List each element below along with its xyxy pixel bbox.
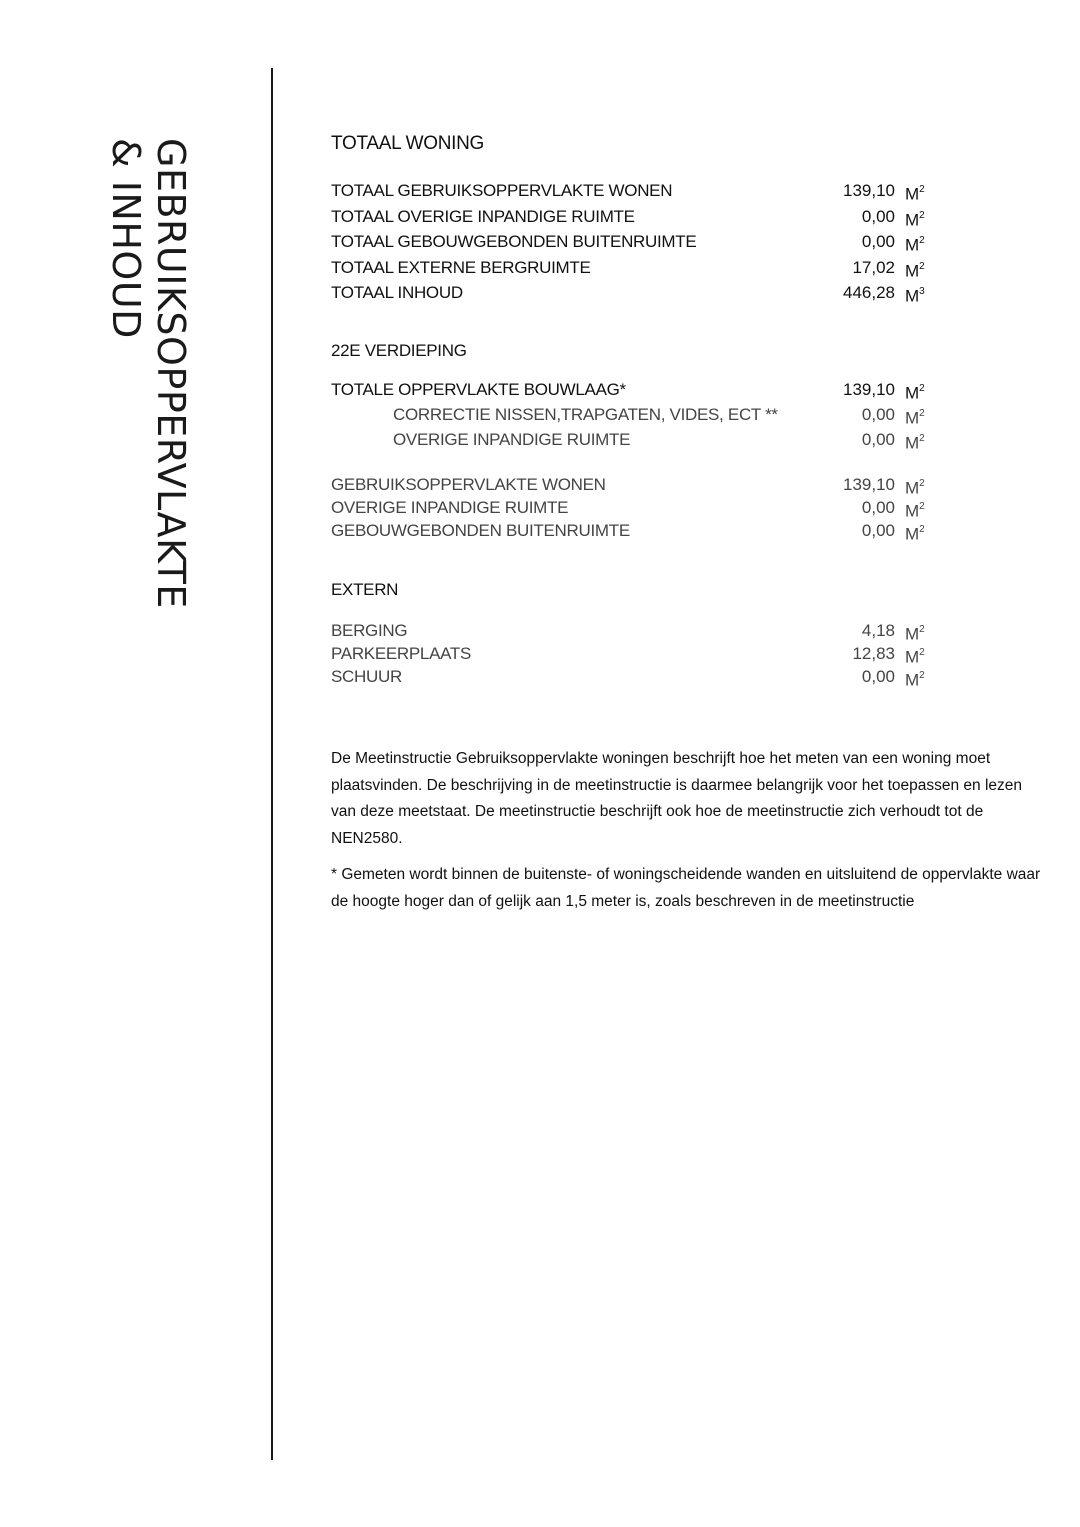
row-value: 17,02 <box>852 258 895 277</box>
table-row <box>331 205 931 229</box>
row-unit: $M^2$ <box>905 408 925 428</box>
row-unit: $M^2$ <box>905 235 925 255</box>
table-row <box>331 281 931 305</box>
page-title-line-2: & INHOUD <box>104 138 148 339</box>
table-row <box>331 403 931 427</box>
section-title-extern: EXTERN <box>331 580 399 599</box>
table-row <box>331 230 931 254</box>
row-unit: $M^2$ <box>905 524 925 544</box>
row-value: 0,00 <box>861 521 895 540</box>
row-unit: $M^2$ <box>905 210 925 230</box>
row-unit: $M^2$ <box>905 647 925 667</box>
row-label: CORRECTIE NISSEN,TRAPGATEN, VIDES, ECT ** <box>393 405 778 424</box>
row-value: 139,10 <box>843 475 895 494</box>
section-title-totaal-woning: TOTAAL WONING <box>331 133 485 154</box>
page-title-line-1: GEBRUIKSOPPERVLAKTE <box>149 138 193 609</box>
row-label: SCHUUR <box>331 667 402 686</box>
row-unit: $M^2$ <box>905 670 925 690</box>
table-row <box>331 473 931 497</box>
table-row <box>331 642 931 666</box>
row-label: TOTAAL EXTERNE BERGRUIMTE <box>331 258 591 277</box>
table-row <box>331 619 931 643</box>
table-row <box>331 428 931 452</box>
table-row <box>331 179 931 203</box>
row-label: TOTAAL GEBOUWGEBONDEN BUITENRUIMTE <box>331 232 697 251</box>
row-unit: $M^2$ <box>905 433 925 453</box>
row-value: 0,00 <box>861 232 895 251</box>
section-title-verdieping: 22E VERDIEPING <box>331 341 467 360</box>
row-unit: $M^3$ <box>905 286 925 306</box>
row-label: OVERIGE INPANDIGE RUIMTE <box>393 430 631 449</box>
row-unit: $M^2$ <box>905 261 925 281</box>
row-unit: $M^2$ <box>905 501 925 521</box>
row-value: 4,18 <box>861 621 895 640</box>
table-row <box>331 378 931 402</box>
row-value: 139,10 <box>843 181 895 200</box>
row-value: 0,00 <box>861 405 895 424</box>
row-label: GEBOUWGEBONDEN BUITENRUIMTE <box>331 521 630 540</box>
row-label: OVERIGE INPANDIGE RUIMTE <box>331 498 569 517</box>
row-unit: $M^2$ <box>905 184 925 204</box>
row-value: 446,28 <box>843 283 895 302</box>
row-unit: $M^2$ <box>905 383 925 403</box>
row-label: TOTAAL INHOUD <box>331 283 463 302</box>
row-label: TOTALE OPPERVLAKTE BOUWLAAG* <box>331 380 626 399</box>
page-title <box>93 138 193 678</box>
row-value: 0,00 <box>861 430 895 449</box>
row-unit: $M^2$ <box>905 624 925 644</box>
row-label: TOTAAL GEBRUIKSOPPERVLAKTE WONEN <box>331 181 673 200</box>
row-value: 12,83 <box>852 644 895 663</box>
row-value: 0,00 <box>861 498 895 517</box>
row-label: GEBRUIKSOPPERVLAKTE WONEN <box>331 475 606 494</box>
row-unit: $M^2$ <box>905 478 925 498</box>
row-label: PARKEERPLAATS <box>331 644 472 663</box>
vertical-divider <box>271 68 273 1460</box>
table-row <box>331 256 931 280</box>
row-value: 0,00 <box>861 207 895 226</box>
note-paragraph-meetinstructie: De Meetinstructie Gebruiksoppervlakte woningen beschrijft hoe het meten van een woning moet plaatsvinden. De beschrijving in de meetinstructie is daarmee belangrijk voor het toepassen en lezen van deze meetstaat. De meetinstructie beschrijft ook hoe de meetinstructie zich verhoudt tot de NEN2580. <box>331 750 1023 847</box>
table-row <box>331 519 931 543</box>
note-paragraph-footnote: * Gemeten wordt binnen de buitenste- of woningscheidende wanden en uitsluitend de oppervlakte waar de hoogte hoger dan of gelijk aan 1,5 meter is, zoals beschreven in de meetinstructie <box>331 866 1041 910</box>
row-value: 0,00 <box>861 667 895 686</box>
table-row <box>331 665 931 689</box>
row-label: TOTAAL OVERIGE INPANDIGE RUIMTE <box>331 207 635 226</box>
row-label: BERGING <box>331 621 408 640</box>
row-value: 139,10 <box>843 380 895 399</box>
table-row <box>331 496 931 520</box>
